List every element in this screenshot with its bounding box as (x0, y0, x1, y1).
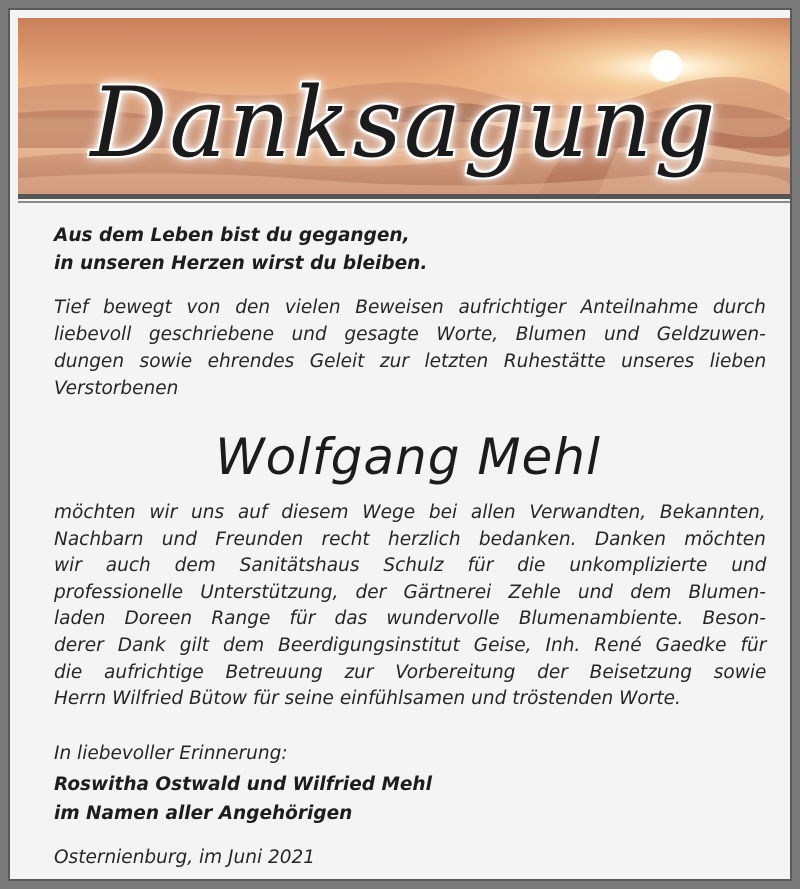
signers (54, 770, 432, 828)
memorial-verse (54, 222, 427, 278)
body-line: professionelle Unterstützung, der Gärtnerei Zehle und dem Blumen- (54, 581, 766, 603)
intro-line: liebevoll geschriebene und gesagte Worte, Blumen und Geldzuwen- (54, 324, 766, 345)
intro-line: Tief bewegt von den vielen Beweisen aufrichtiger Anteilnahme durch (54, 297, 766, 318)
signer-relation: im Namen aller Angehörigen (54, 803, 353, 824)
memory-line: In liebevoller Erinnerung: (54, 743, 288, 764)
body-line: derer Dank gilt dem Beerdigungsinstitut Geise, Inh. René Gaedke für (54, 634, 767, 656)
signer-names: Roswitha Ostwald und Wilfried Mehl (54, 774, 432, 795)
body-line: wir auch dem Sanitätshaus Schulz für die unkomplizierte und (54, 555, 767, 577)
body-line: Herrn Wilfried Bütow für seine einfühlsamen und tröstenden Worte. (54, 688, 681, 710)
thanks-paragraph (54, 500, 766, 713)
body-line: möchten wir uns auf diesem Wege bei allen Verwandten, Bekannten, (54, 502, 766, 523)
place-date: Osternienburg, im Juni 2021 (54, 847, 316, 868)
intro-line: dungen sowie ehrendes Geleit zur letzten Ruhestätte unseres lieben (54, 351, 767, 372)
body-line: die aufrichtige Betreuung zur Vorbereitung der Beisetzung sowie (54, 661, 767, 683)
banner-title: Danksagung (90, 67, 718, 179)
deceased-name: Wolfgang Mehl (215, 428, 601, 486)
verse-line: in unseren Herzen wirst du bleiben. (54, 253, 428, 274)
intro-line: Verstorbenen (54, 378, 179, 399)
body-line: laden Doreen Range für das wundervolle Blumenambiente. Beson- (54, 608, 766, 630)
body-line: Nachbarn und Freunden recht herzlich bedanken. Danken möchten (54, 528, 766, 550)
header-divider (18, 194, 790, 199)
sunset-banner (18, 18, 790, 194)
header-divider-thin (18, 201, 790, 203)
intro-paragraph (54, 294, 766, 402)
verse-line: Aus dem Leben bist du gegangen, (54, 225, 410, 246)
